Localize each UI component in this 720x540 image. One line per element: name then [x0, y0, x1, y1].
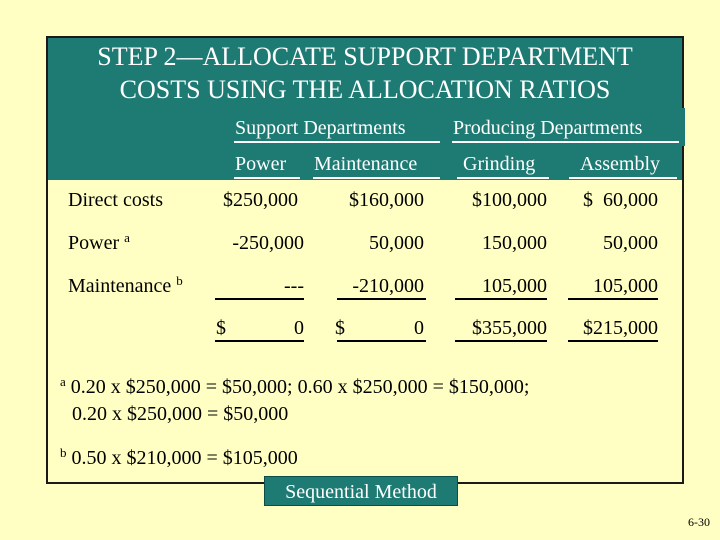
footnote-marker-a: a [124, 230, 130, 245]
column-assembly: Assembly [580, 153, 660, 175]
maintenance-row-grinding: 105,000 [482, 275, 547, 297]
slide-number: 6-30 [688, 515, 710, 529]
maintenance-row-maintenance: -210,000 [352, 275, 424, 297]
row-label-direct-costs: Direct costs [68, 189, 163, 211]
footnote-b-marker: b [60, 445, 67, 460]
total-power-underline [215, 340, 304, 342]
direct-costs-maintenance: $160,000 [349, 189, 424, 211]
footnote-a-line-1: 0.20 x $250,000 = $50,000; 0.60 x $250,000 = $150,000; [70, 376, 530, 398]
footnote-a-line-2: 0.20 x $250,000 = $50,000 [72, 403, 289, 425]
maintenance-maintenance-underline [337, 298, 426, 300]
column-maintenance: Maintenance [314, 153, 418, 175]
row-label-maintenance-text: Maintenance [68, 275, 177, 297]
title-line-2: COSTS USING THE ALLOCATION RATIOS [119, 75, 611, 104]
maintenance-grinding-underline [455, 298, 547, 300]
support-heading-underline [234, 141, 440, 143]
total-assembly-underline [568, 340, 658, 342]
total-maintenance-underline [337, 340, 426, 342]
total-grinding-underline [455, 340, 547, 342]
row-label-power [68, 231, 130, 257]
total-power-value: 0 [294, 317, 304, 339]
power-row-maintenance: 50,000 [369, 232, 424, 254]
grinding-underline [457, 177, 549, 179]
producing-departments-heading: Producing Departments [453, 117, 643, 139]
direct-costs-power: $250,000 [223, 189, 298, 211]
footnote-a [60, 375, 529, 401]
power-underline [234, 177, 300, 179]
power-row-grinding: 150,000 [482, 232, 547, 254]
sequential-method-label: Sequential Method [264, 476, 458, 506]
producing-heading-underline [452, 141, 679, 143]
total-maintenance-dollar: $ [335, 317, 345, 339]
slide-title [48, 40, 682, 106]
direct-costs-grinding: $100,000 [472, 189, 547, 211]
support-departments-heading: Support Departments [235, 117, 406, 139]
total-maintenance-value: 0 [414, 317, 424, 339]
maintenance-power-underline [215, 298, 304, 300]
maintenance-row-power: --- [284, 275, 304, 297]
column-grinding: Grinding [463, 153, 536, 175]
total-assembly: $215,000 [583, 317, 658, 339]
column-power: Power [235, 153, 287, 175]
row-label-power-text: Power [68, 232, 125, 254]
footnote-b [60, 446, 298, 472]
maintenance-underline [313, 177, 440, 179]
maintenance-row-assembly: 105,000 [593, 275, 658, 297]
footnote-a-marker: a [60, 374, 66, 389]
power-row-power: -250,000 [232, 232, 304, 254]
power-row-assembly: 50,000 [603, 232, 658, 254]
total-grinding: $355,000 [472, 317, 547, 339]
maintenance-assembly-underline [568, 298, 658, 300]
footnote-b-line-1: 0.50 x $210,000 = $105,000 [71, 447, 298, 469]
assembly-underline [569, 177, 677, 179]
total-power-dollar: $ [216, 317, 226, 339]
row-label-maintenance [68, 274, 183, 300]
title-line-1: STEP 2—ALLOCATE SUPPORT DEPARTMENT [97, 42, 633, 71]
footnote-marker-b: b [176, 273, 183, 288]
direct-costs-assembly: $ 60,000 [583, 189, 658, 211]
